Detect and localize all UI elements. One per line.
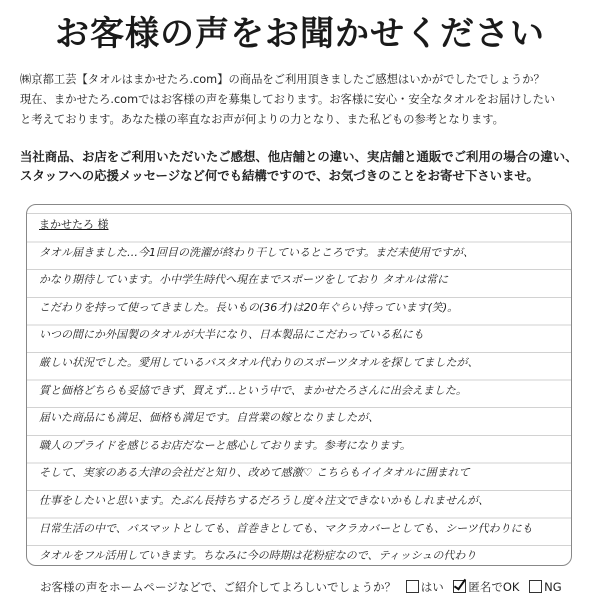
- letter-line: かなり期待しています。小中学生時代へ現在までスポーツをしており タオルは常に: [39, 273, 449, 287]
- option-label: NG: [544, 580, 562, 594]
- letter-line: タオルをフル活用していきます。ちなみに今の時期は花粉症なので、ティッシュの代わり: [39, 549, 477, 563]
- consent-option-no[interactable]: [529, 578, 562, 596]
- letter-line: 質と価格どちらも妥協できず、買えず…という中で、まかせたろさんに出会えました。: [39, 383, 467, 397]
- page-title: お客様の声をお聞かせください: [55, 14, 545, 54]
- checkbox-anonymous[interactable]: [453, 580, 466, 593]
- letter-line: 日常生活の中で、バスマットとしても、首巻きとしても、マクラカバーとしても、シーツ代わりにも: [39, 521, 533, 535]
- consent-question: お客様の声をホームページなどで、ご紹介してよろしいでしょうか？: [40, 580, 397, 594]
- option-label: 匿名でOK: [468, 580, 520, 594]
- publish-consent: [40, 578, 590, 596]
- checkbox-no[interactable]: [529, 580, 542, 593]
- intro-line: 現在、まかせたろ.comではお客様の声を募集しております。お客様に安心・安全なタオルをお届けしたい: [20, 93, 556, 106]
- consent-option-yes[interactable]: [406, 578, 444, 596]
- handwritten-letter: [39, 211, 565, 566]
- letter-line: 届いた商品にも満足、価格も満足です。自営業の嫁となりましたが、: [39, 411, 380, 425]
- consent-option-anonymous[interactable]: [453, 578, 519, 596]
- letter-line: 仕事をしたいと思います。たぶん長持ちするだろうし度々注文できないかもしれませんが、: [39, 493, 490, 507]
- letter-line: 厳しい状況でした。愛用しているバスタオル代わりのスポーツタオルを探してましたが、: [39, 355, 479, 369]
- intro-text: [20, 70, 586, 130]
- letter-line: タオル届きました…今1回目の洗濯が終わり干しているところです。まだ未使用ですが、: [39, 245, 475, 259]
- intro-line: と考えております。あなた様の率直なお声が何よりの力となり、また私どもの参考となります。: [20, 113, 504, 126]
- letter-line: そして、実家のある大津の会社だと知り、改めて感激♡ こちらもイイタオルに囲まれて: [39, 466, 470, 480]
- letter-line: こだわりを持って使ってきました。長いもの(36才)は20年ぐらい持っています(笑)。: [39, 300, 459, 314]
- letter-line: いつの間にか外国製のタオルが大半になり、日本製品にこだわっている私にも: [39, 328, 424, 342]
- guidance-line: スタッフへの応援メッセージなど何でも結構ですので、お気づきのことをお寄せ下さいませ。: [20, 168, 539, 183]
- letter-salutation: まかせたろ 様: [39, 218, 109, 231]
- letter-line: 職人のプライドを感じるお店だなーと感心しております。参考になります。: [39, 438, 411, 452]
- feedback-guidance: [20, 147, 586, 185]
- guidance-line: 当社商品、お店をご利用いただいたご感想、他店舗との違い、実店舗と通販でご利用の場合の違い、: [20, 149, 578, 164]
- option-label: はい: [420, 580, 444, 594]
- intro-line: ㈱京都工芸【タオルはまかせたろ.com】の商品をご利用頂きましたご感想はいかがでしたでしょうか？: [20, 73, 545, 86]
- checkbox-yes[interactable]: [406, 580, 419, 593]
- handwritten-letter-card: [26, 204, 572, 566]
